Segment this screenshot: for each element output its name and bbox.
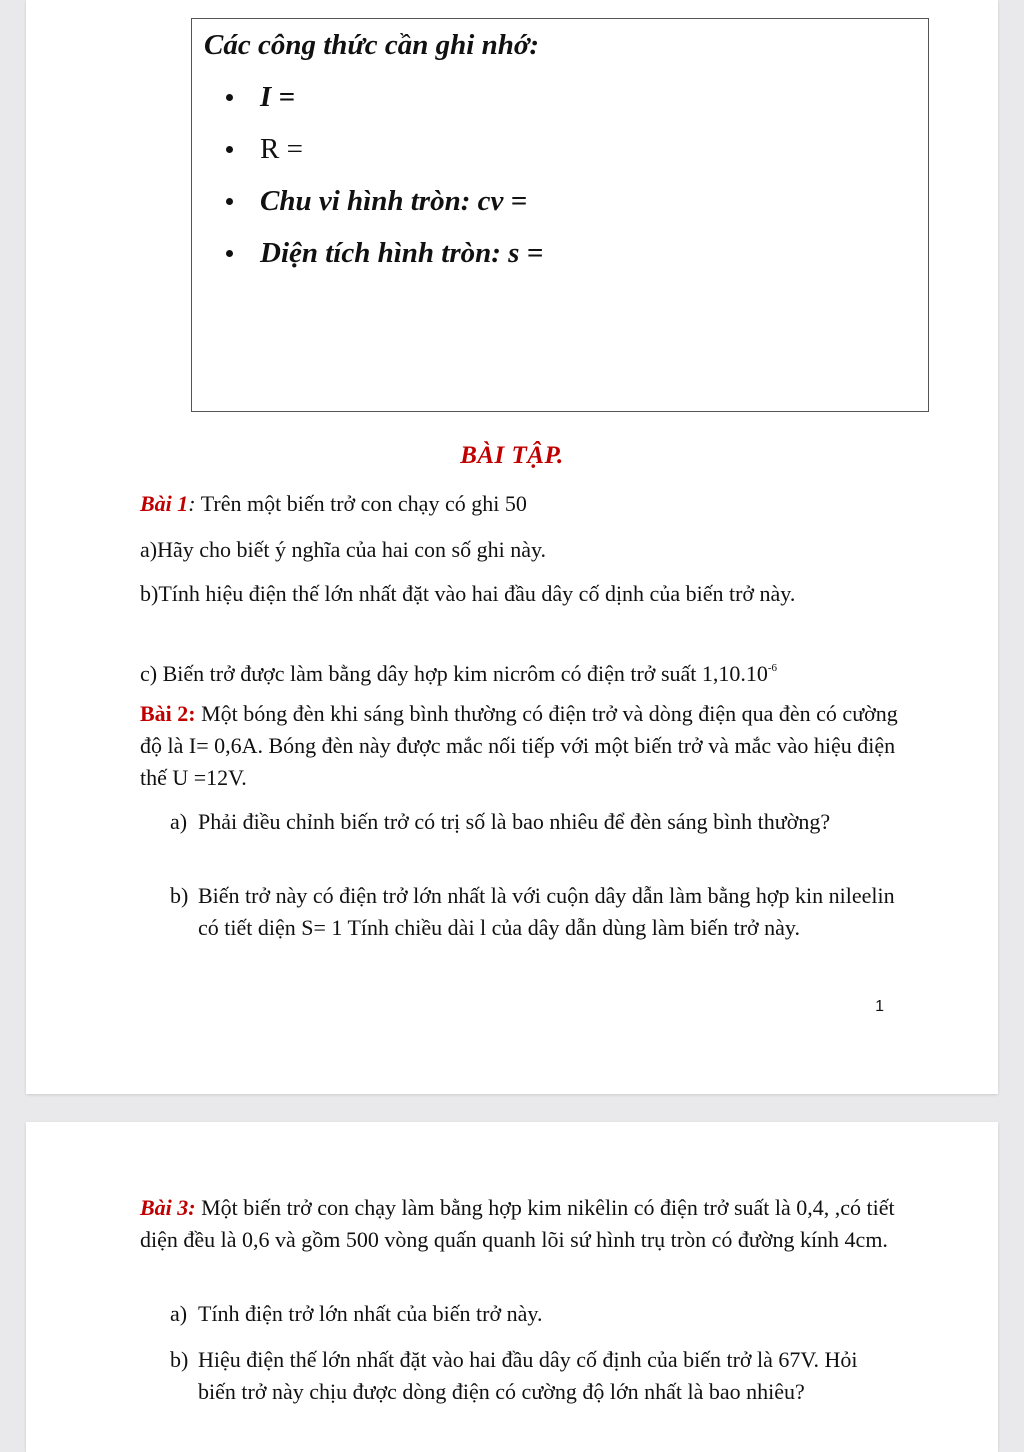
document-page-2 [26,1122,998,1452]
formula-item-resistance: R = [226,129,543,181]
bai1-intro: Bài 1: Trên một biến trở con chạy có ghi 50 [140,491,527,516]
exercises-heading: BÀI TẬP. [460,442,564,469]
formula-item-circumference: Chu vi hình tròn: cv = [226,181,543,233]
document-page-1 [26,0,998,1094]
page-number: 1 [875,998,884,1015]
formula-list [226,77,543,285]
bai2-part-a: a) Phải điều chỉnh biến trở có trị số là bao nhiêu để đèn sáng bình thường? [170,809,831,834]
bullet-icon [226,250,233,257]
formula-title: Các công thức cần ghi nhớ: [204,29,540,61]
formula-box [191,18,929,412]
bai2-intro: Bài 2: Một bóng đèn khi sáng bình thường có điện trở và dòng điện qua đèn có cường độ là I= 0,6A. Bóng đèn này được mắc nối tiếp với một biến trở và mắc vào hiệu điện thế U =12V. [140,701,898,790]
formula-item-current: I = [226,77,543,129]
bai3-part-b: b) Hiệu điện thế lớn nhất đặt vào hai đầu dây cố định của biến trở là 67V. Hỏi biến trở này chịu được dòng điện có cường độ lớn nhất là bao nhiêu? [170,1347,858,1404]
bai3-part-a: a) Tính điện trở lớn nhất của biến trở này. [170,1301,543,1326]
bullet-icon [226,146,233,153]
bai3-intro: Bài 3: Một biến trở con chạy làm bằng hợp kim nikêlin có điện trở suất là 0,4, ,có tiết diện đều là 0,6 và gồm 500 vòng quấn quanh lõi sứ hình trụ tròn có đường kính 4cm. [140,1195,895,1252]
bullet-icon [226,198,233,205]
bai1-part-a: a)Hãy cho biết ý nghĩa của hai con số ghi này. [140,537,547,562]
formula-item-area: Diện tích hình tròn: s = [226,233,543,285]
bullet-icon [226,94,233,101]
bai2-part-b: b) Biến trở này có điện trở lớn nhất là với cuộn dây dẫn làm bằng hợp kin nileelin có tiết diện S= 1 Tính chiều dài l của dây dẫn dùng làm biến trở này. [170,883,895,940]
bai1-part-b: b)Tính hiệu điện thế lớn nhất đặt vào hai đầu dây cố dịnh của biến trở này. [140,581,796,606]
bai1-part-c: c) Biến trở được làm bằng dây hợp kim nicrôm có điện trở suất $1,10.10^{-6}$ [140,661,778,686]
